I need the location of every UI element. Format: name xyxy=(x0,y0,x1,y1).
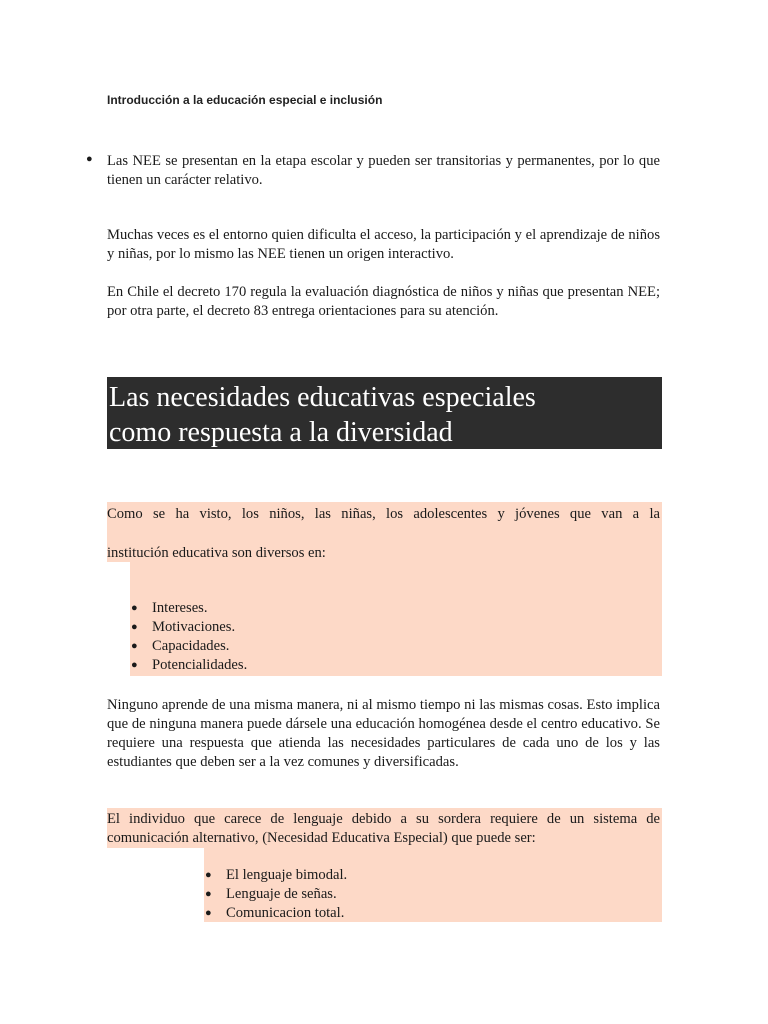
intro-bullet-text: Las NEE se presentan en la etapa escolar y pueden ser transitorias y permanentes, por lo que tienen un carácter relativo. xyxy=(107,153,660,188)
paragraph-environment: Muchas veces es el entorno quien dificulta el acceso, la participación y el aprendizaje de niños y niñas, por lo mismo las NEE tienen un origen interactivo. xyxy=(107,227,660,262)
bullet-dot-icon: ● xyxy=(131,621,138,633)
bullet-dot-icon: ● xyxy=(205,888,212,900)
list-item: ● Capacidades. xyxy=(131,638,230,654)
list-item: ● Intereses. xyxy=(131,600,208,616)
diversity-intro-line2: institución educativa son diversos en: xyxy=(107,545,326,561)
deaf-list xyxy=(205,866,348,923)
paragraph-learning: Ninguno aprende de una misma manera, ni al mismo tiempo ni las mismas cosas. Esto implica que de ninguna manera puede dársele una educación homogénea desde el centro educativo. Se requiere una respuesta que atienda las necesidades particulares de cada uno de los y las estudiantes que deben ser a la vez comunes y diversificadas. xyxy=(107,697,660,770)
diversity-list xyxy=(131,599,248,675)
diversity-intro-line1: Como se ha visto, los niños, las niñas, los adolescentes y jóvenes que van a la xyxy=(107,506,660,522)
list-item: ● El lenguaje bimodal. xyxy=(205,867,348,883)
bullet-dot-icon: ● xyxy=(86,153,93,165)
deaf-text: El individuo que carece de lenguaje debido a su sordera requiere de un sistema de comunicación alternativo, (Necesidad Educativa Especial) que puede ser: xyxy=(107,811,660,846)
paragraph-decree: En Chile el decreto 170 regula la evaluación diagnóstica de niños y niñas que presentan NEE; por otra parte, el decreto 83 entrega orientaciones para su atención. xyxy=(107,284,660,319)
document-title: Introducción a la educación especial e inclusión xyxy=(107,93,383,107)
bullet-dot-icon: ● xyxy=(131,659,138,671)
bullet-dot-icon: ● xyxy=(131,640,138,652)
section-heading xyxy=(107,377,662,449)
section-heading-line2: como respuesta a la diversidad xyxy=(109,417,453,448)
bullet-dot-icon: ● xyxy=(131,602,138,614)
list-item: ● Potencialidades. xyxy=(131,657,248,673)
list-item: ● Lenguaje de señas. xyxy=(205,886,337,902)
bullet-dot-icon: ● xyxy=(205,907,212,919)
bullet-dot-icon: ● xyxy=(205,869,212,881)
list-item: ● Comunicacion total. xyxy=(205,905,345,921)
list-item: ● Motivaciones. xyxy=(131,619,236,635)
section-heading-line1: Las necesidades educativas especiales xyxy=(109,382,536,413)
